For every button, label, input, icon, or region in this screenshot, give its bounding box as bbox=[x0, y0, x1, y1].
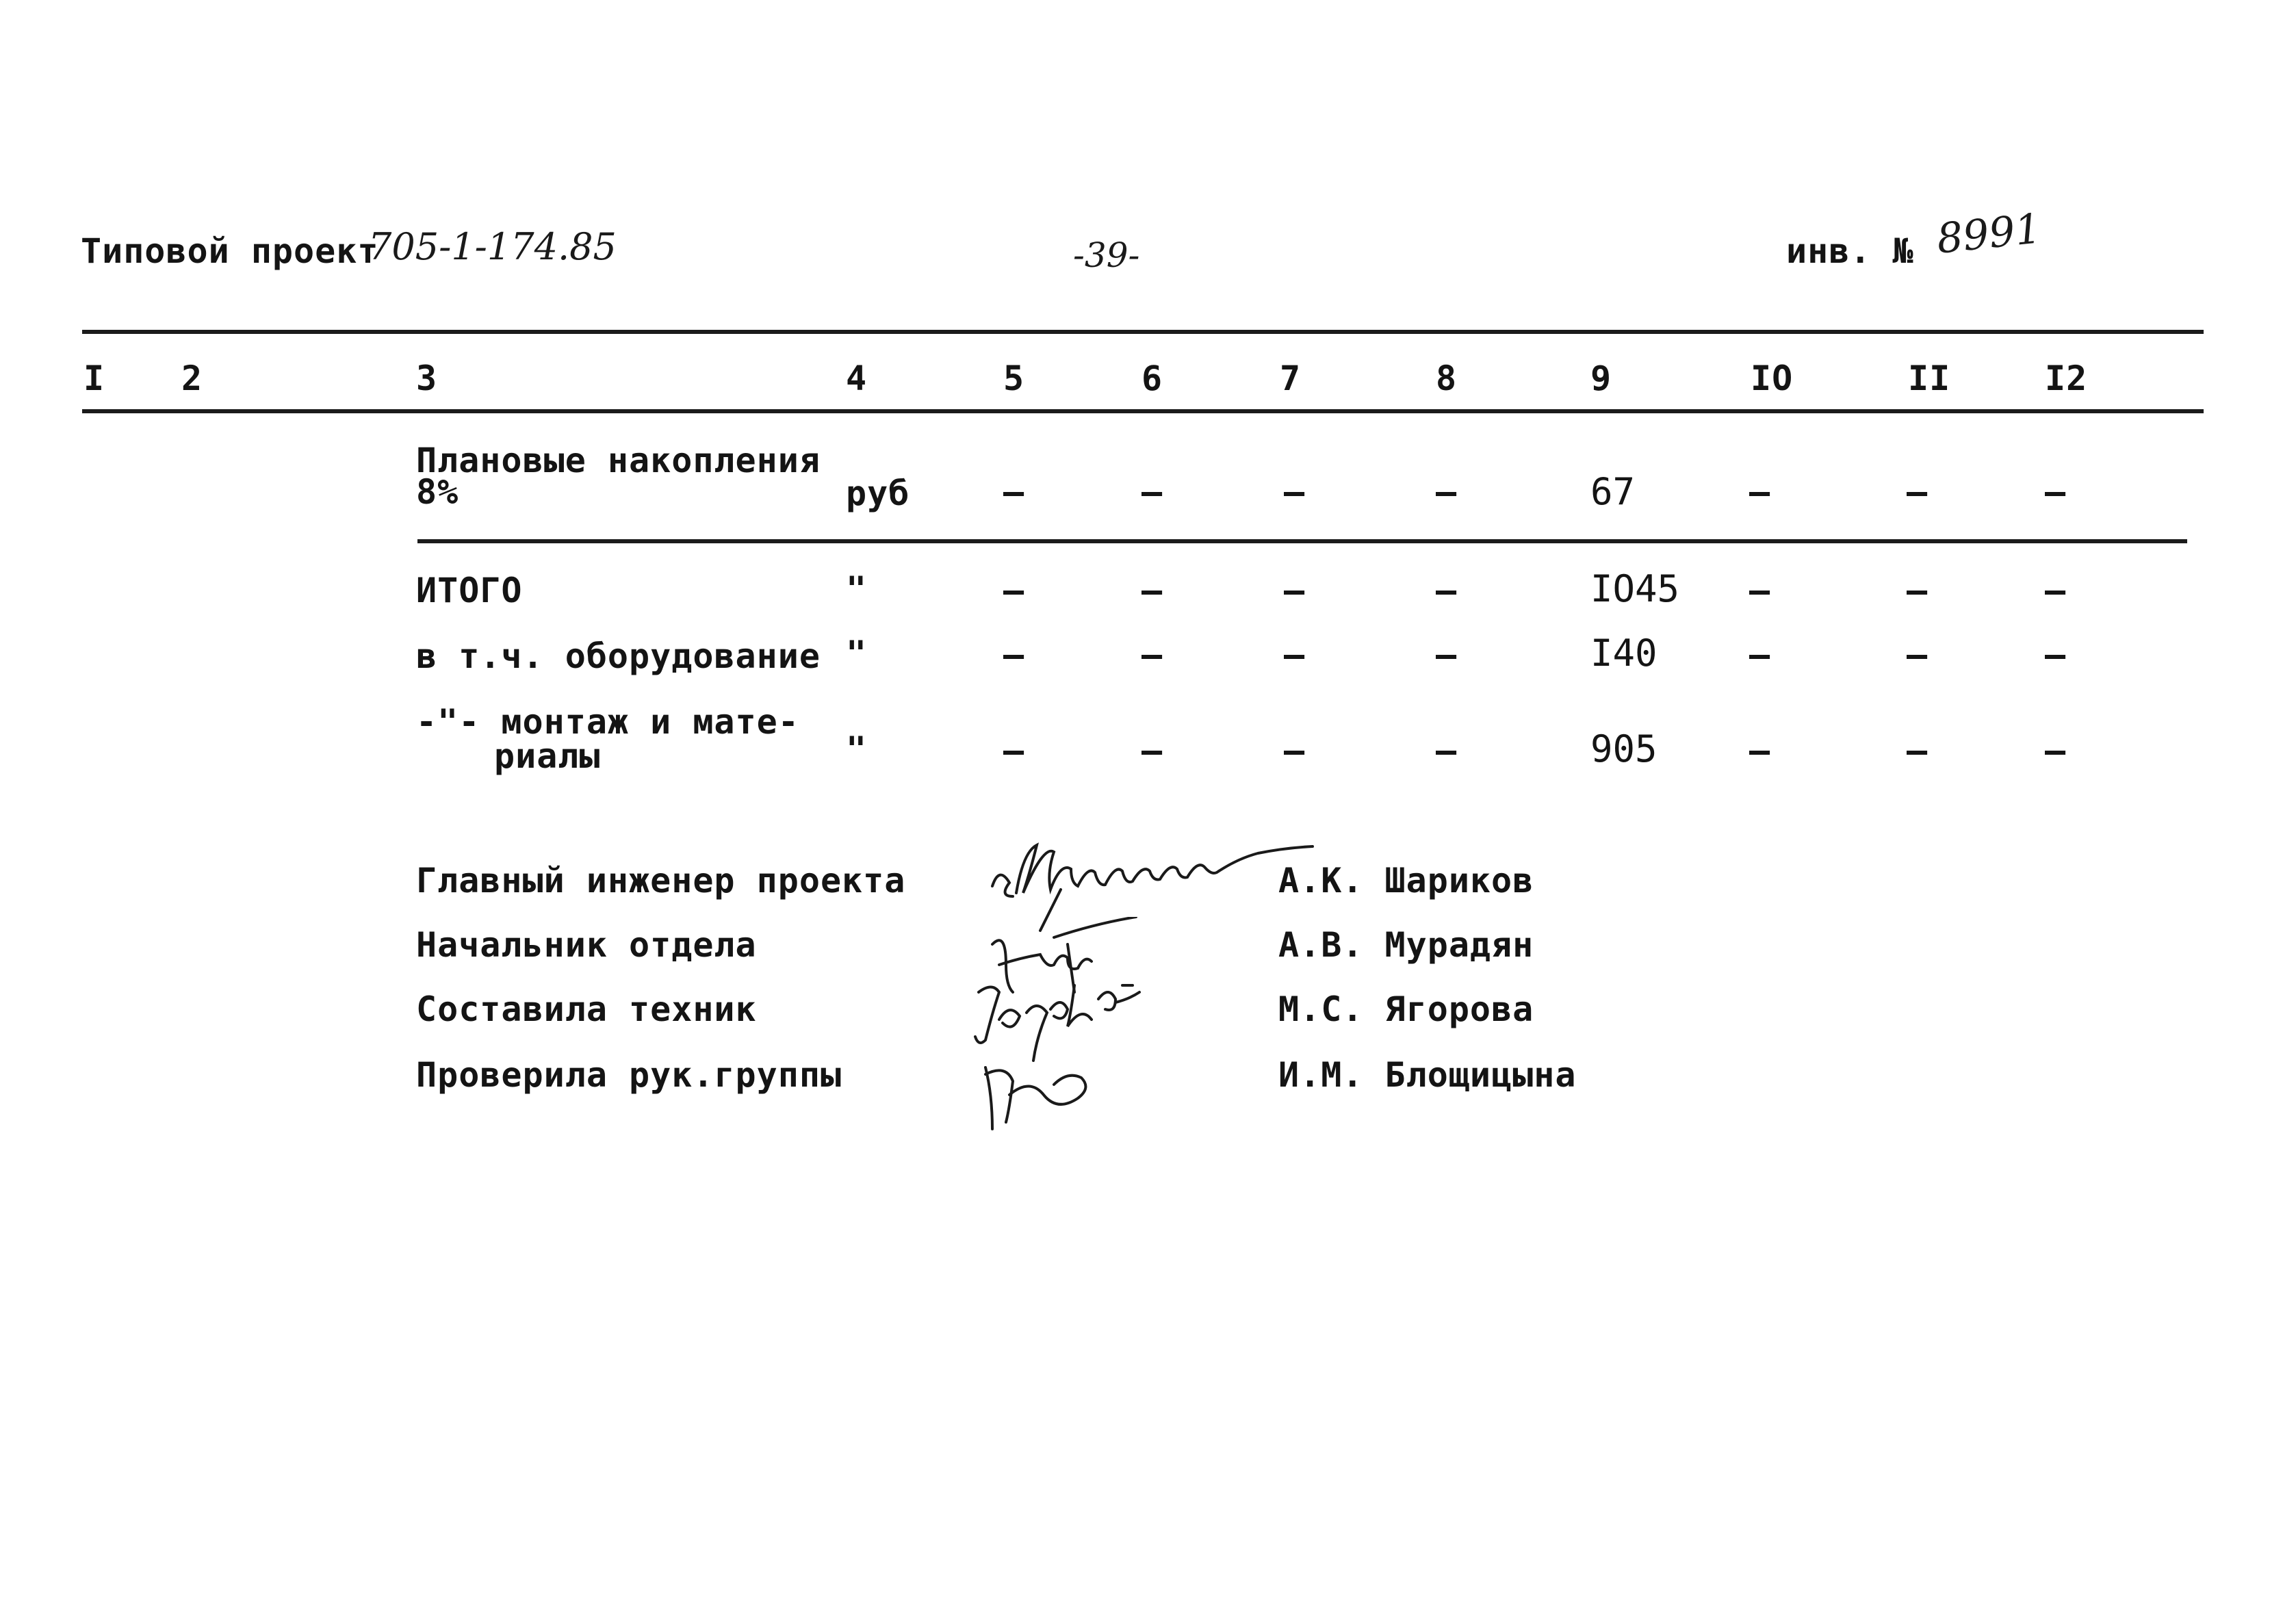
column-header: 2 bbox=[181, 359, 203, 398]
column-header: IO bbox=[1751, 359, 1794, 398]
row-name: -"- монтаж и мате- bbox=[416, 702, 799, 742]
row-name-line2: 8% bbox=[416, 472, 459, 512]
cell-c11: – bbox=[1907, 472, 1929, 512]
cell-c5: – bbox=[1003, 635, 1025, 675]
cell-c8: – bbox=[1436, 635, 1458, 675]
cell-c10: – bbox=[1749, 571, 1771, 610]
cell-c7: – bbox=[1284, 571, 1306, 610]
cell-c5: – bbox=[1003, 472, 1025, 512]
signatory-position: Главный инженер проекта bbox=[416, 861, 906, 900]
cell-c8: – bbox=[1436, 472, 1458, 512]
cell-c11: – bbox=[1907, 571, 1929, 610]
cell-c10: – bbox=[1749, 731, 1771, 770]
signatory-name: И.М. Блощицына bbox=[1278, 1055, 1577, 1095]
row-name: ИТОГО bbox=[416, 571, 523, 610]
column-header: 3 bbox=[416, 359, 438, 398]
column-header: 6 bbox=[1141, 359, 1163, 398]
cell-c6: – bbox=[1141, 635, 1163, 675]
signatory-position: Составила техник bbox=[416, 989, 757, 1029]
handwritten-signature-group-leader bbox=[972, 1054, 1109, 1136]
signatory-position: Начальник отдела bbox=[416, 925, 757, 965]
table-top-rule bbox=[82, 330, 2204, 334]
row-name: в т.ч. оборудование bbox=[416, 636, 821, 676]
page-number: -39- bbox=[1073, 235, 1140, 275]
signatory-name: А.В. Мурадян bbox=[1278, 925, 1534, 965]
cell-c5: – bbox=[1003, 571, 1025, 610]
row-unit: руб bbox=[846, 474, 910, 513]
inv-number: 8991 bbox=[1934, 205, 2043, 263]
cell-c6: – bbox=[1141, 571, 1163, 610]
cell-c9: I40 bbox=[1590, 632, 1657, 675]
cell-c6: – bbox=[1141, 731, 1163, 770]
cell-c12: – bbox=[2045, 571, 2067, 610]
cell-c10: – bbox=[1749, 635, 1771, 675]
row-separator-rule bbox=[417, 539, 2187, 543]
cell-c6: – bbox=[1141, 472, 1163, 512]
signatory-position: Проверила рук.группы bbox=[416, 1055, 842, 1095]
signatory-name: А.К. Шариков bbox=[1278, 861, 1534, 900]
column-header: 4 bbox=[846, 359, 868, 398]
table-header-rule bbox=[82, 409, 2204, 413]
cell-c8: – bbox=[1436, 571, 1458, 610]
cell-c12: – bbox=[2045, 635, 2067, 675]
row-unit: " bbox=[846, 634, 868, 673]
row-name: Плановые накопления bbox=[416, 441, 821, 480]
column-header: 7 bbox=[1280, 359, 1302, 398]
cell-c12: – bbox=[2045, 731, 2067, 770]
cell-c7: – bbox=[1284, 635, 1306, 675]
cell-c11: – bbox=[1907, 731, 1929, 770]
cell-c10: – bbox=[1749, 472, 1771, 512]
cell-c9: 905 bbox=[1590, 727, 1657, 770]
cell-c7: – bbox=[1284, 472, 1306, 512]
cell-c8: – bbox=[1436, 731, 1458, 770]
cell-c5: – bbox=[1003, 731, 1025, 770]
column-header: 9 bbox=[1590, 359, 1612, 398]
cell-c7: – bbox=[1284, 731, 1306, 770]
signatory-name: М.С. Ягорова bbox=[1278, 989, 1534, 1029]
inv-label: инв. № bbox=[1786, 231, 1914, 271]
column-header: 8 bbox=[1436, 359, 1458, 398]
project-number: 705-1-174.85 bbox=[368, 225, 617, 268]
cell-c9: IO45 bbox=[1590, 567, 1680, 610]
cell-c12: – bbox=[2045, 472, 2067, 512]
column-header: I2 bbox=[2045, 359, 2088, 398]
column-header: II bbox=[1908, 359, 1951, 398]
cell-c9: 67 bbox=[1590, 470, 1636, 513]
cell-c11: – bbox=[1907, 635, 1929, 675]
header-prefix: Типовой проект bbox=[81, 231, 379, 271]
column-header: 5 bbox=[1003, 359, 1025, 398]
row-name-line2: риалы bbox=[494, 736, 601, 776]
row-unit: " bbox=[846, 729, 868, 769]
row-unit: " bbox=[846, 569, 868, 609]
column-header: I bbox=[83, 359, 105, 398]
